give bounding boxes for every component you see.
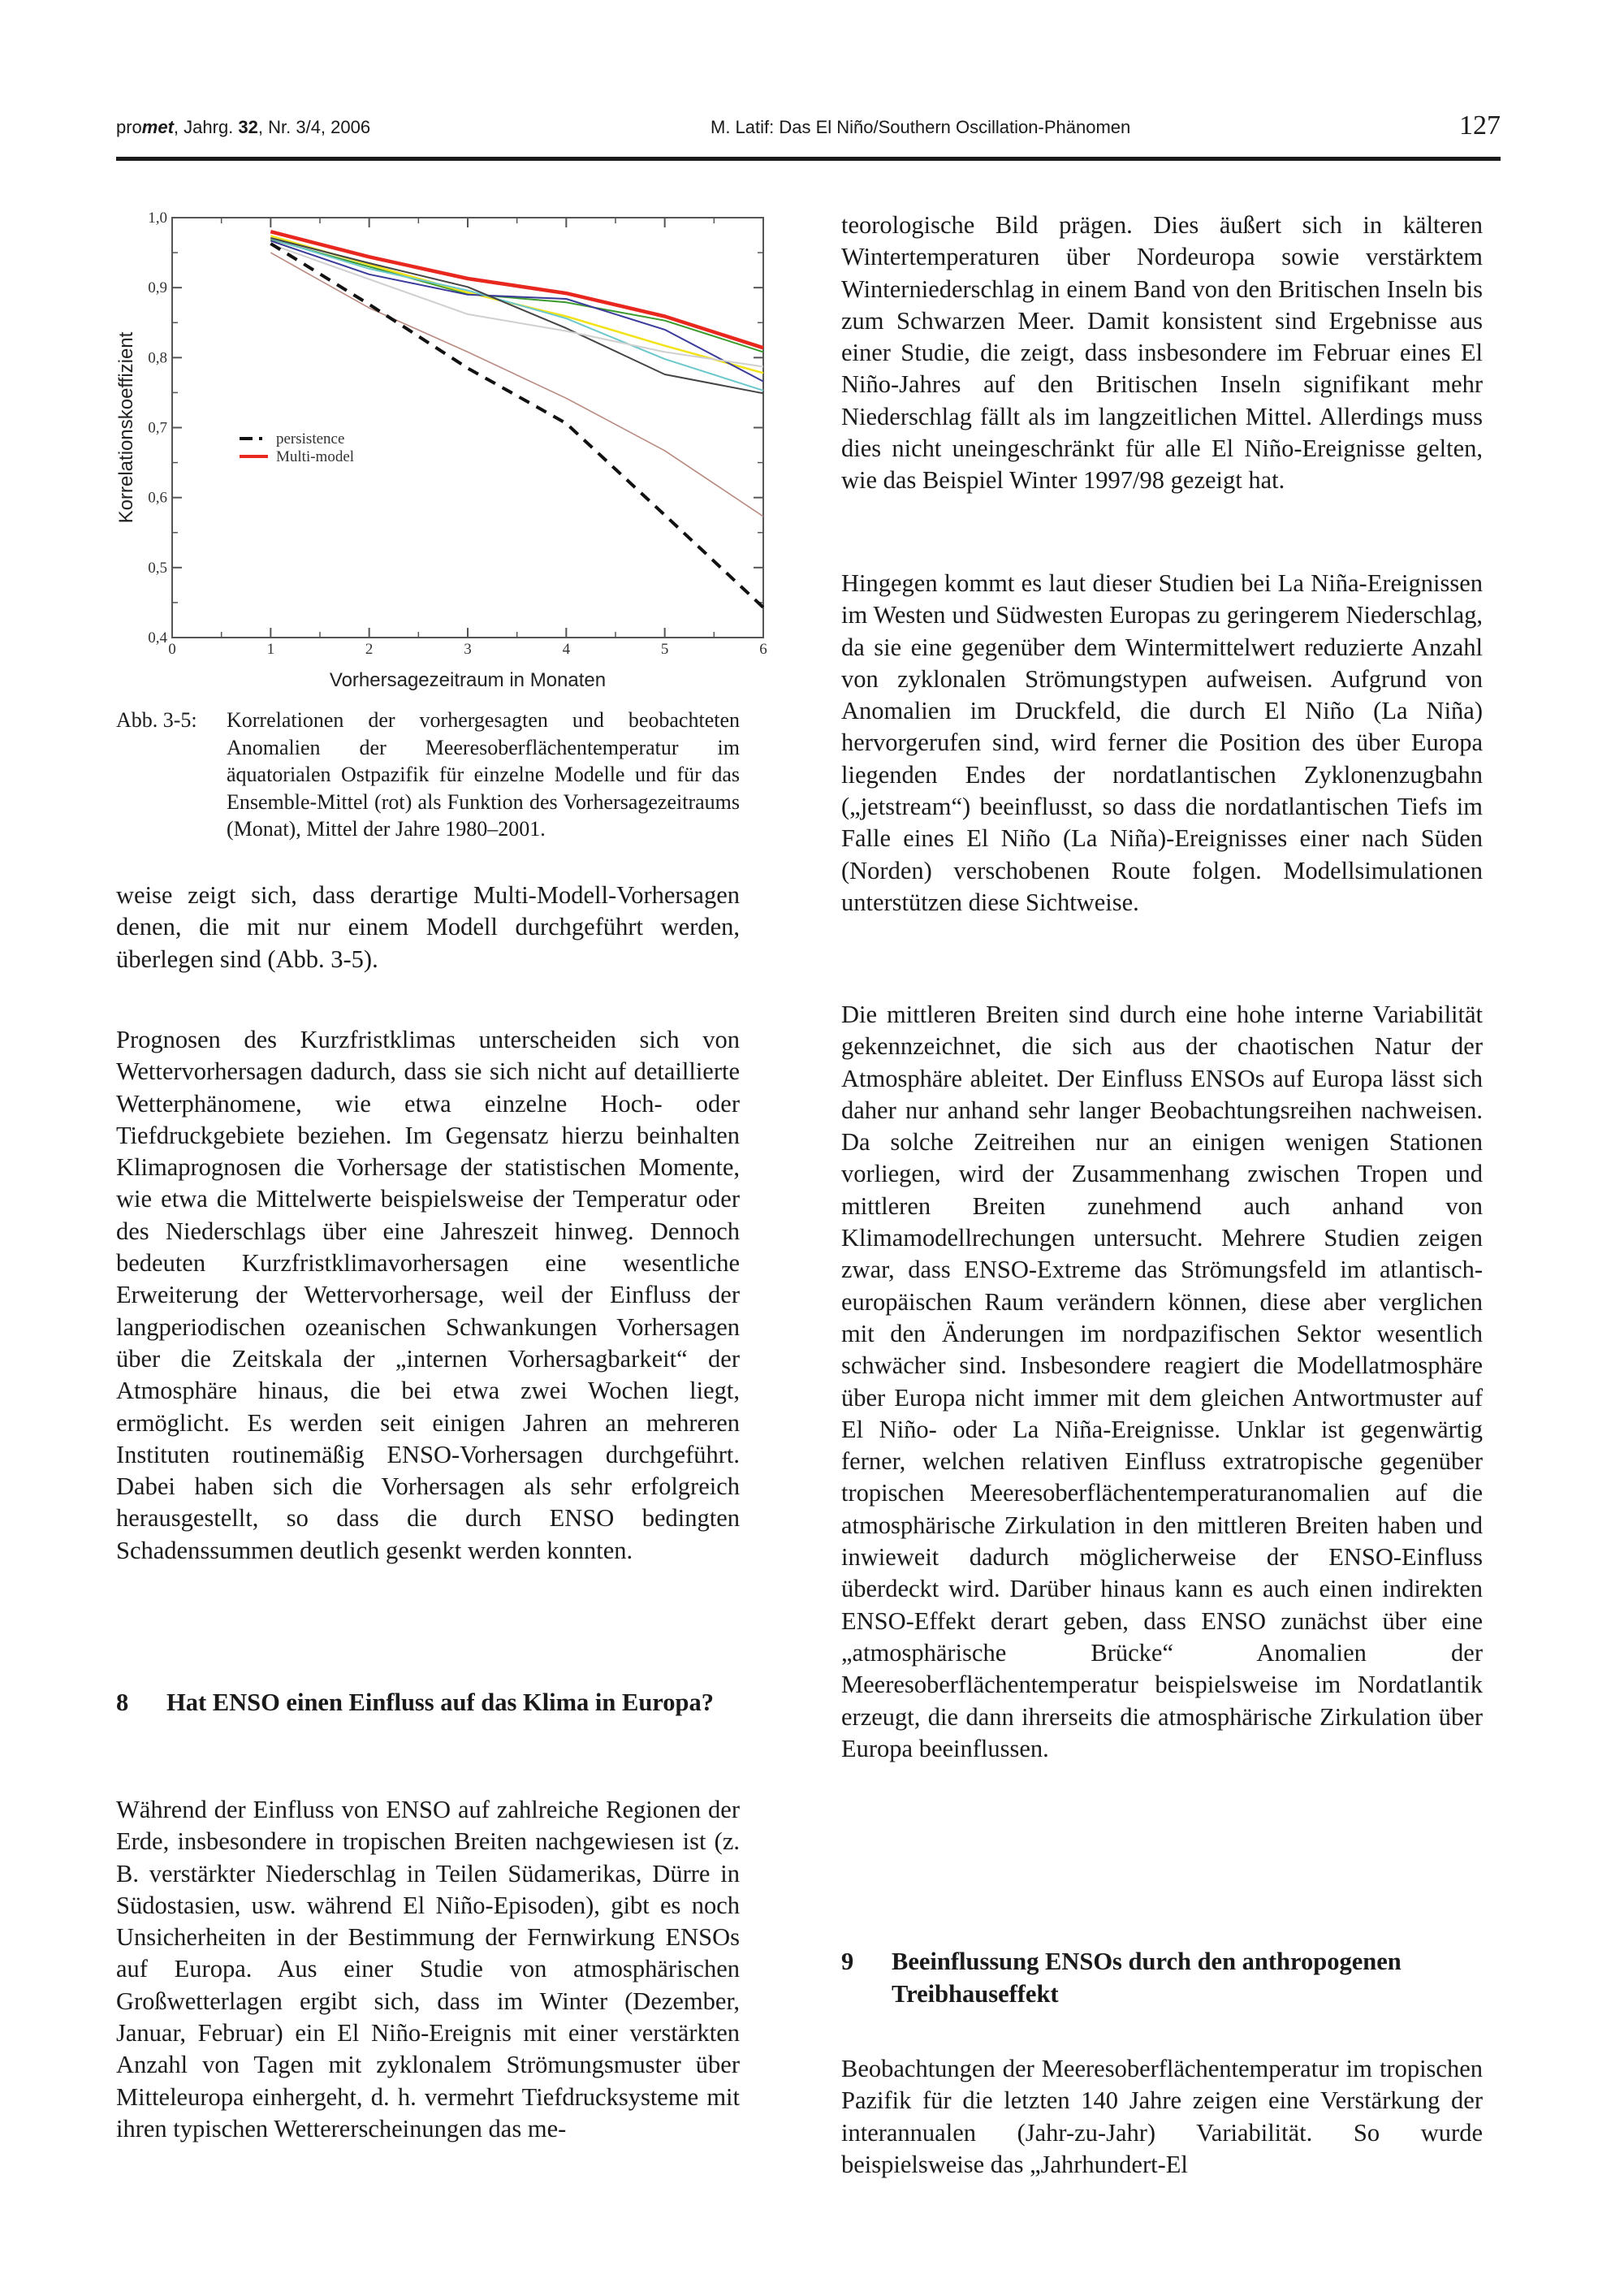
figure-caption-text: Korrelationen der vorhergesagten und beobachteten Anomalien der Meeresoberflächentemperatur im äquatorialen Ostpazifik für einzelne Modelle und für das Ensemble-Mittel (rot) als Funktion des Vorhersagezeitraums (Monat), Mittel der Jahre 1980–2001.	[227, 708, 740, 841]
x-tick-label: 0	[168, 641, 176, 658]
y-tick-label: 1,0	[148, 210, 167, 227]
y-tick-label: 0,4	[148, 629, 167, 646]
journal-suffix: , Jahrg.	[173, 117, 239, 137]
figure-3-5-chart	[110, 207, 767, 694]
paragraph: Beobachtungen der Meeresoberflächentemperatur im tropischen Pazifik für die letzten 140 Jahre zeigen eine Verstärkung der interannualen (Jahr-zu-Jahr) Variabilität. So wurde beispielsweise das „Jahrhundert-El	[841, 2055, 1483, 2178]
figure-caption	[116, 707, 740, 843]
y-tick-label: 0,7	[148, 419, 167, 437]
x-tick-label: 1	[266, 641, 275, 658]
x-tick-label: 6	[759, 641, 767, 658]
paragraph: Hingegen kommt es laut dieser Studien bei La Niña-Ereignissen im Westen und Südwesten Europas zu geringerem Niederschlag, da sie eine gegenüber dem Wintermittelwert reduzierte Anzahl von zyklonalen Strömungstypen aufweisen. Aufgrund von Anomalien im Druckfeld, die durch El Niño (La Niña) hervorgerufen sind, wird ferner die Position des über Europa liegenden Endes der nordatlantischen Zyklonenzugbahn („jetstream“) beeinflusst, so dass die nordatlantischen Tiefs im Falle eines El Niño (La Niña)-Ereignisses einer nach Süden (Norden) verschobenen Route folgen. Modellsimulationen unterstützen diese Sichtweise.	[841, 569, 1483, 916]
correlation-line-chart	[110, 207, 767, 694]
journal-prefix: pro	[116, 117, 142, 137]
y-tick-label: 0,8	[148, 349, 167, 367]
x-tick-label: 5	[660, 641, 669, 658]
paragraph: Die mittleren Breiten sind durch eine hohe interne Variabilität gekennzeichnet, die sich aus der chaotischen Natur der Atmosphäre ableitet. Der Einfluss ENSOs auf Europa lässt sich daher nur anhand sehr langer Beobachtungsreihen nachweisen. Da solche Zeitreihen nur an einigen wenigen Stationen vorliegen, wird der Zusammenhang zwischen Tropen und mittleren Breiten zunehmend auch anhand von Klimamodellrechungen untersucht. Mehrere Studien zeigen zwar, dass ENSO-Extreme das Strömungsfeld im atlantisch-europäischen Raum verändern können, diese aber verglichen mit den Änderungen im nordpazifischen Sektor wesentlich schwächer sind. Insbesondere reagiert die Modellatmosphäre über Europa nicht immer mit dem gleichen Antwortmuster auf El Niño- oder La Niña-Ereignisse. Unklar ist gegenwärtig ferner, welchen relativen Einfluss extratropische gegenüber tropischen Meeresoberflächentemperaturanomalien auf die atmosphärische Zirkulation in den mittleren Breiten haben und inwieweit dadurch möglicherweise der ENSO-Einfluss überdeckt wird. Darüber hinaus kann es auch einen indirekten ENSO-Effekt derart geben, dass ENSO zunächst über eine „atmosphärische Brücke“ Anomalien der Meeresoberflächentemperatur beispielsweise im Nordatlantik erzeugt, die dann ihrerseits die atmosphärische Zirkulation über Europa beeinflussen.	[841, 1001, 1483, 1762]
series-line-model-brown	[270, 253, 763, 517]
paragraph: teorologische Bild prägen. Dies äußert sich in kälteren Wintertemperaturen über Nordeuropa sowie verstärktem Winterniederschlag in einem Band von den Britischen Inseln bis zum Schwarzen Meer. Damit konsistent sind Ergebnisse aus einer Studie, die zeigt, dass insbesondere im Februar eines El Niño-Jahres auf den Britischen Inseln signifikant mehr Niederschlag fällt als im langzeitlichen Mittel. Allerdings muss dies nicht uneingeschränkt für alle El Niño-Ereignisse gelten, wie das Beispiel Winter 1997/98 gezeigt hat.	[841, 211, 1483, 495]
x-tick-label: 2	[365, 641, 374, 658]
section-9-heading	[841, 1945, 1483, 2010]
y-tick-label: 0,5	[148, 559, 167, 577]
section-title: Hat ENSO einen Einfluss auf das Klima in Europa?	[166, 1688, 714, 1716]
page-number: 127	[1459, 110, 1501, 141]
running-header	[116, 110, 1501, 143]
paragraph: Prognosen des Kurzfristklimas unterscheiden sich von Wettervorhersagen dadurch, dass sie sich nicht auf detaillierte Wetterphänomene, wie etwa einzelne Hoch- oder Tiefdruckgebiete beziehen. Im Gegensatz hierzu beinhalten Klimaprognosen die Vorhersage der statistischen Momente, wie etwa die Mittelwerte beispielsweise der Temperatur oder des Niederschlags über eine Jahreszeit hinweg. Dennoch bedeuten Kurzfristklimavorhersagen eine wesentliche Erweiterung der Wettervorhersage, weil der Einfluss der langperiodischen ozeanischen Schwankungen Vorhersagen über die Zeitskala der „internen Vorhersagbarkeit“ der Atmosphäre hinaus, die bei etwa zwei Wochen liegt, ermöglicht. Es werden seit einigen Jahren an mehreren Instituten routinemäßig ENSO-Vorhersagen durchgeführt. Dabei haben sich die Vorhersagen als sehr erfolgreich herausgestellt, so dass die durch ENSO bedingten Schadenssummen deutlich gesenkt werden konnten.	[116, 1026, 740, 1564]
paragraph: weise zeigt sich, dass derartige Multi-Modell-Vorhersagen denen, die mit nur einem Modell durchgeführt werden, überlegen sind (Abb. 3-5).	[116, 881, 740, 973]
section-number: 9	[841, 1948, 854, 1975]
section-title: Beeinflussung ENSOs durch den anthropogenen Treibhauseffekt	[892, 1948, 1402, 2008]
series-line-model-cyan	[270, 239, 763, 391]
section-8-heading	[116, 1686, 740, 1719]
plot-frame	[172, 218, 763, 638]
figure-label: Abb. 3-5:	[116, 708, 197, 732]
running-title: M. Latif: Das El Niño/Southern Oscillation-Phänomen	[710, 117, 1131, 137]
section-number: 8	[116, 1688, 129, 1716]
journal-name-emphasis: met	[141, 117, 174, 137]
x-tick-label: 4	[562, 641, 571, 658]
y-tick-label: 0,9	[148, 279, 167, 297]
paragraph: Während der Einfluss von ENSO auf zahlreiche Regionen der Erde, insbesondere in tropischen Breiten nachgewiesen ist (z. B. verstärkter Niederschlag in Teilen Südamerikas, Dürre in Südostasien, usw. während El Niño-Episoden), gibt es noch Unsicherheiten in der Bestimmung der Fernwirkung ENSOs auf Europa. Aus einer Studie von atmosphärischen Großwetterlagen ergibt sich, dass im Winter (Dezember, Januar, Februar) ein El Niño-Ereignis mit einer verstärkten Anzahl von Tagen mit zyklonalem Strömungsmuster über Mitteleuropa einhergeht, d. h. vermehrt Tiefdrucksysteme mit ihren typischen Wettererscheinungen das me-	[116, 1796, 740, 2143]
y-tick-label: 0,6	[148, 489, 167, 507]
volume-number: 32	[238, 117, 258, 137]
issue-info: , Nr. 3/4, 2006	[257, 117, 371, 137]
y-axis-label: Korrelationskoeffizient	[115, 331, 137, 524]
x-tick-label: 3	[464, 641, 472, 658]
x-axis-label: Vorhersagezeitraum in Monaten	[329, 669, 607, 691]
journal-citation	[116, 117, 370, 138]
header-rule	[116, 157, 1501, 161]
legend-label: Multi-model	[276, 448, 355, 465]
legend-label: persistence	[276, 430, 345, 448]
